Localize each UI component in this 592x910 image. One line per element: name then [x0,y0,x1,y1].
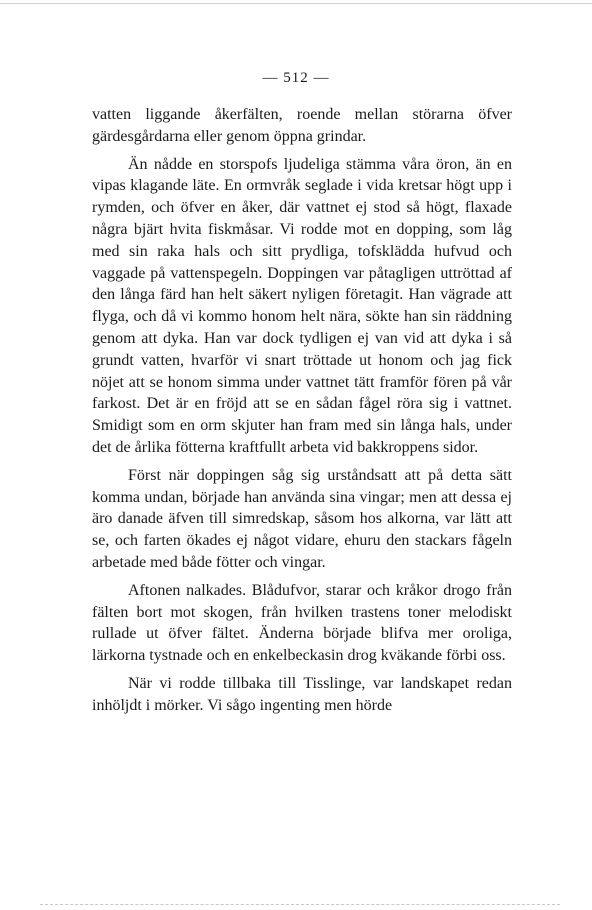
paragraph-3: Först när doppingen såg sig urståndsatt att på detta sätt komma undan, började han använda sina vingar; men att dessa ej äro danade äfven till simredskap, såsom hos alkorna, var lätt att se, och farten ökades ej något vidare, ehuru den stackars fågeln arbetade med både fötter och vingar. [92,466,512,571]
paragraph-1: vatten liggande åkerfälten, roende mellan störarna öfver gärdesgårdarna eller genom öppna grindar. [92,106,512,145]
body-text [92,104,512,723]
paragraph-5: När vi rodde tillbaka till Tisslinge, var landskapet redan inhöljdt i mörker. Vi sågo ingenting men hörde [92,674,512,714]
paragraph-4: Aftonen nalkades. Blådufvor, starar och kråkor drogo från fälten bort mot skogen, från hvilken trastens toner melodiskt rullade ut öfver fältet. Änderna började blifva mer oroliga, lärkorna tystnade och en enkelbeckasin drog kväkande förbi oss. [92,581,512,665]
scan-edge-bottom [40,904,560,906]
page-number: — 512 — [262,70,330,86]
scan-edge-top [0,3,592,4]
paragraph-2: Än nådde en storspofs ljudeliga stämma våra öron, än en vipas klagande läte. En ormvråk seglade i vida kretsar högt upp i rymden, och öfver en åker, där vattnet ej stod så högt, flaxade några bjärt hvita fiskmåsar. Vi rodde mot en dopping, som låg med sin raka hals och sitt prydliga, tofsklädda hufvud och vaggade på vattenspegeln. Doppingen var påtagligen uttröttad af den långa färd han helt säkert nyligen företagit. Han vägrade att flyga, och då vi kommo honom helt nära, sökte han sin räddning genom att dyka. Han var dock tydligen ej van vid att dyka i så grundt vatten, hvarför vi snart tröttade ut honom och jag fick nöjet att se honom simma under vattnet tätt framför fören på vår farkost. Det är en fröjd att se en sådan fågel röra sig i vattnet. Smidigt som en orm skjuter han fram med sin långa hals, under det de årlika fötterna kraftfullt arbeta vid bakkroppens sidor. [92,155,512,456]
